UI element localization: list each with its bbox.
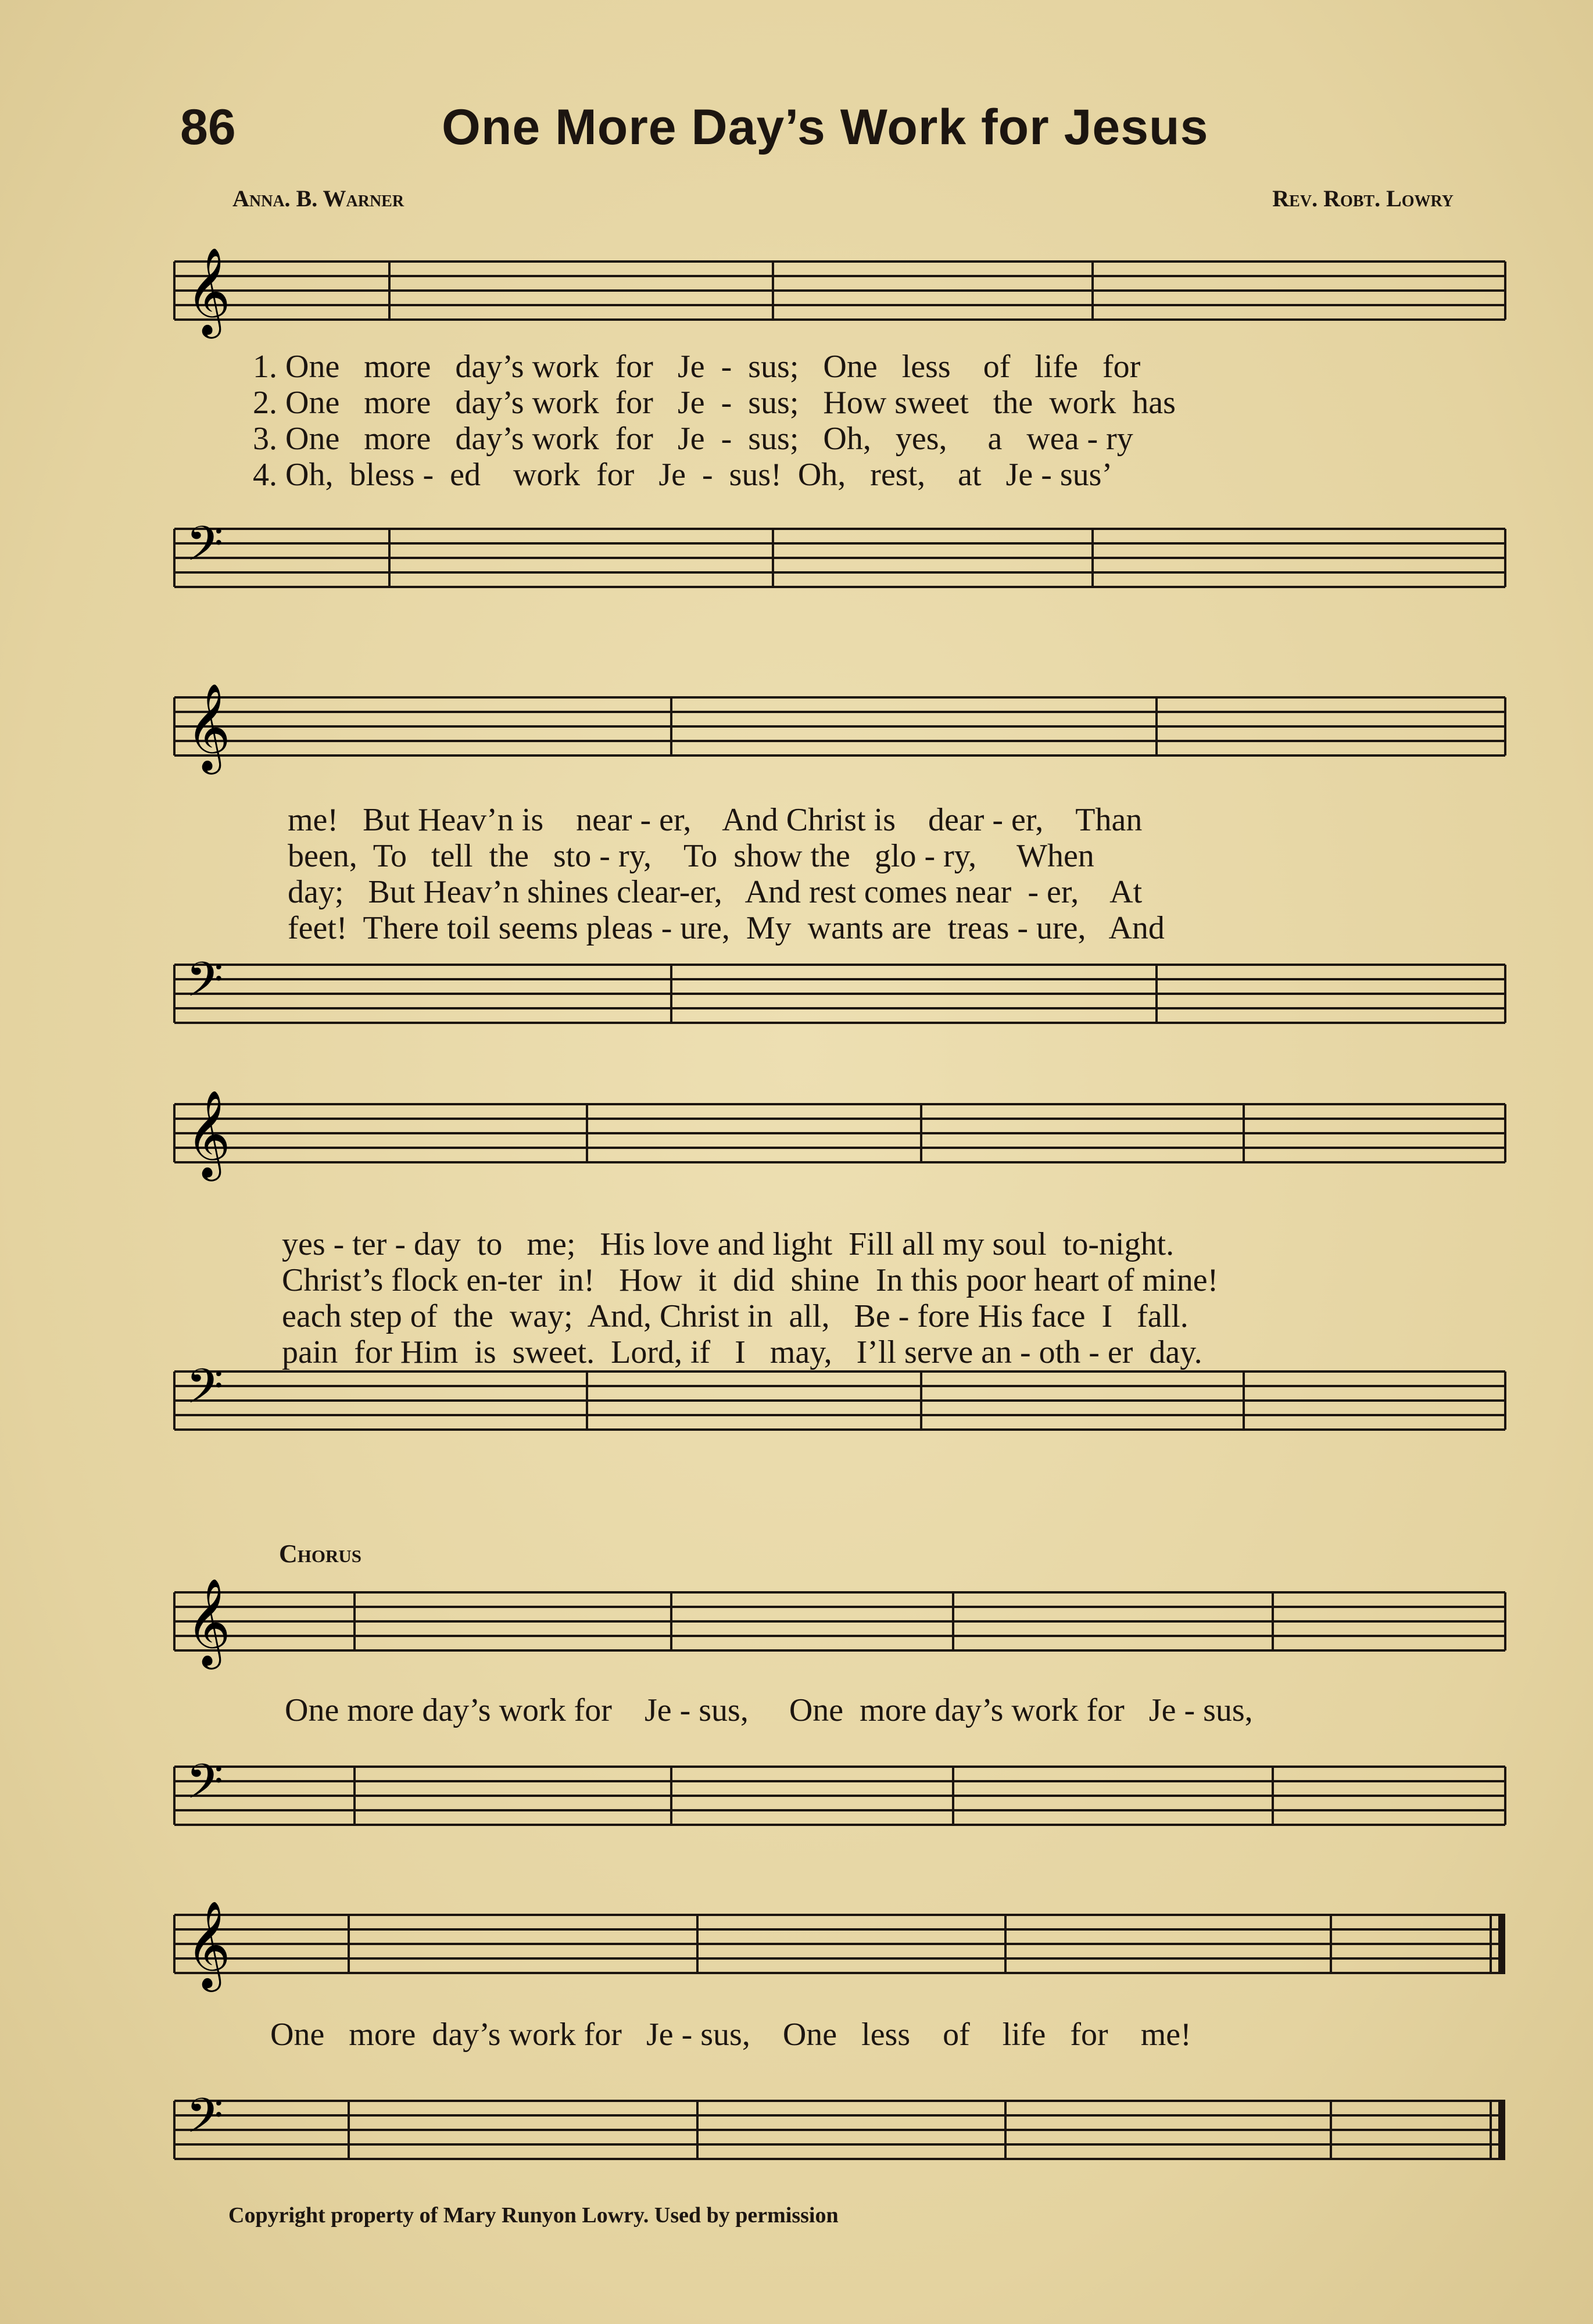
bass-staff-1 — [174, 517, 1505, 599]
lyrics-block-2 — [288, 802, 1593, 946]
lyrics-block-4 — [285, 1692, 1593, 1728]
svg-text:𝄢: 𝄢 — [186, 1358, 224, 1426]
lyric-line: been, To tell the sto - ry, To show the glo - ry, When — [288, 838, 1094, 874]
treble-staff-4 — [174, 1577, 1505, 1666]
lyric-line: me! But Heav’n is near - er, And Christ is dear - er, Than — [288, 802, 1143, 838]
composer-credit: Rev. Robt. Lowry — [1272, 185, 1454, 212]
svg-text:𝄞: 𝄞 — [186, 682, 231, 771]
lyrics-block-5 — [270, 2017, 1593, 2053]
treble-staff-5 — [174, 1900, 1505, 1988]
bass-staff-5 — [174, 2089, 1505, 2171]
svg-text:𝄢: 𝄢 — [186, 951, 224, 1019]
svg-text:𝄢: 𝄢 — [186, 515, 224, 583]
lyric-line: pain for Him is sweet. Lord, if I may, I’ll serve an - oth - er day. — [282, 1334, 1202, 1370]
copyright-footer: Copyright property of Mary Runyon Lowry. Used by permission — [228, 2203, 839, 2228]
lyric-line: 3. One more day’s work for Je - sus; Oh, yes, a wea - ry — [253, 421, 1133, 457]
lyric-line: 4. Oh, bless - ed work for Je - sus! Oh, rest, at Je - sus’ — [253, 457, 1113, 493]
lyrics-block-3 — [282, 1226, 1593, 1370]
lyric-line: One more day’s work for Je - sus, One more day’s work for Je - sus, — [285, 1692, 1253, 1728]
author-credit: Anna. B. Warner — [232, 185, 404, 212]
treble-staff-1 — [174, 246, 1505, 335]
chorus-label: Chorus — [279, 1539, 362, 1568]
treble-staff-3 — [174, 1089, 1505, 1177]
bass-staff-2 — [174, 953, 1505, 1034]
lyric-line: each step of the way; And, Christ in all, Be - fore His face I fall. — [282, 1298, 1189, 1334]
svg-text:𝄢: 𝄢 — [186, 2087, 224, 2155]
lyric-line: 2. One more day’s work for Je - sus; How sweet the work has — [253, 385, 1176, 421]
svg-text:𝄢: 𝄢 — [186, 1753, 224, 1821]
bass-staff-4 — [174, 1755, 1505, 1836]
lyric-line: day; But Heav’n shines clear-er, And rest comes near - er, At — [288, 874, 1143, 910]
treble-staff-2 — [174, 682, 1505, 771]
svg-text:𝄞: 𝄞 — [186, 1089, 231, 1177]
hymn-number: 86 — [180, 99, 236, 155]
svg-text:𝄞: 𝄞 — [186, 1900, 231, 1988]
svg-text:𝄞: 𝄞 — [186, 246, 231, 335]
lyric-line: 1. One more day’s work for Je - sus; One less of life for — [253, 349, 1141, 385]
lyric-line: feet! There toil seems pleas - ure, My wants are treas - ure, And — [288, 910, 1165, 946]
svg-text:𝄞: 𝄞 — [186, 1577, 231, 1666]
lyric-line: One more day’s work for Je - sus, One less of life for me! — [270, 2017, 1191, 2053]
bass-staff-3 — [174, 1360, 1505, 1441]
lyric-line: yes - ter - day to me; His love and light Fill all my soul to-night. — [282, 1226, 1175, 1262]
hymn-title: One More Day’s Work for Jesus — [442, 99, 1209, 155]
lyrics-block-1 — [253, 349, 1584, 493]
lyric-line: Christ’s flock en-ter in! How it did shine In this poor heart of mine! — [282, 1262, 1219, 1298]
